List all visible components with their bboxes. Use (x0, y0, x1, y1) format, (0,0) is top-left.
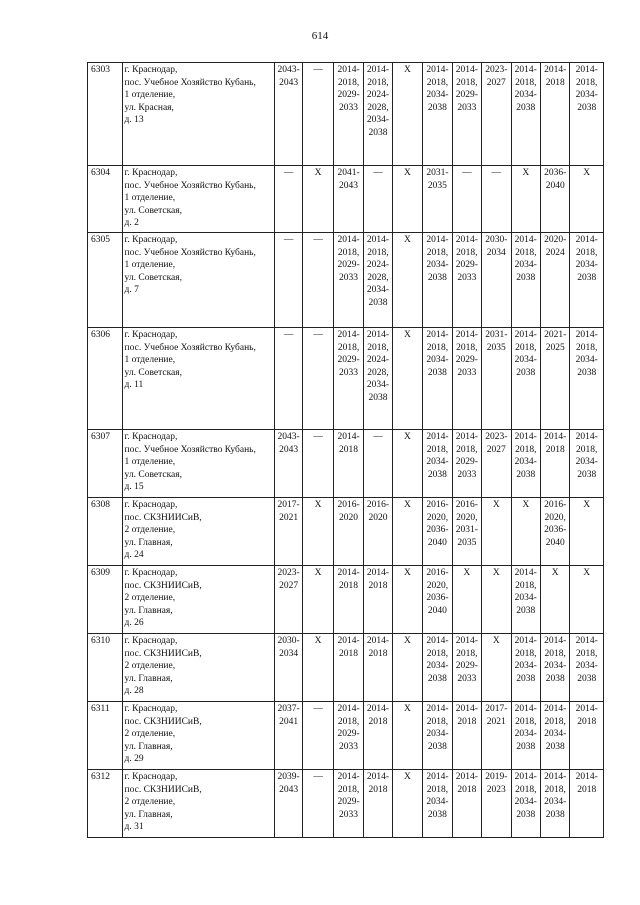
table-row (88, 430, 604, 498)
period-cell: 2014- 2018, 2034- 2038 (570, 430, 604, 498)
period-cell: — (303, 702, 333, 770)
period-cell: 2014- 2018, 2024- 2028, 2034- 2038 (364, 328, 392, 430)
table-row (88, 566, 604, 634)
period-cell: Х (392, 233, 422, 328)
period-cell: — (452, 166, 481, 233)
period-cell: 2017- 2021 (274, 498, 302, 566)
period-cell: 2014- 2018, 2034- 2038 (570, 233, 604, 328)
period-cell: 2014- 2018 (333, 566, 363, 634)
period-cell: 2016- 2020 (333, 498, 363, 566)
period-cell: Х (392, 498, 422, 566)
period-cell: 2016- 2020, 2036- 2040 (423, 498, 452, 566)
period-cell: 2014- 2018, 2029- 2033 (333, 233, 363, 328)
period-cell: 2014- 2018 (570, 770, 604, 838)
period-cell: 2014- 2018 (364, 770, 392, 838)
period-cell: — (274, 166, 302, 233)
period-cell: Х (392, 328, 422, 430)
period-cell: 2014- 2018, 2029- 2033 (452, 634, 481, 702)
period-cell: — (303, 233, 333, 328)
period-cell: 2016- 2020, 2036- 2040 (540, 498, 569, 566)
period-cell: 2037- 2041 (274, 702, 302, 770)
period-cell: Х (511, 498, 540, 566)
period-cell: 2030- 2034 (482, 233, 511, 328)
period-cell: Х (570, 566, 604, 634)
period-cell: 2014- 2018, 2034- 2038 (511, 770, 540, 838)
address-cell: г. Краснодар, пос. СКЗНИИСиВ, 2 отделение, ул. Главная, д. 29 (122, 702, 274, 770)
address-cell: г. Краснодар, пос. Учебное Хозяйство Кубань, 1 отделение, ул. Советская, д. 11 (122, 328, 274, 430)
period-cell: 2014- 2018, 2034- 2038 (511, 566, 540, 634)
period-cell: — (364, 430, 392, 498)
period-cell: 2041- 2043 (333, 166, 363, 233)
period-cell: 2016- 2020, 2031- 2035 (452, 498, 481, 566)
period-cell: 2014- 2018, 2034- 2038 (511, 233, 540, 328)
table-row (88, 166, 604, 233)
period-cell: 2014- 2018 (364, 702, 392, 770)
period-cell: 2020- 2024 (540, 233, 569, 328)
period-cell: Х (303, 498, 333, 566)
table-row (88, 702, 604, 770)
row-number: 6310 (88, 634, 123, 702)
table-row (88, 328, 604, 430)
period-cell: 2014- 2018, 2029- 2033 (452, 63, 481, 166)
period-cell: 2023- 2027 (274, 566, 302, 634)
period-cell: 2014- 2018, 2034- 2038 (511, 328, 540, 430)
period-cell: — (303, 63, 333, 166)
period-cell: 2014- 2018, 2029- 2033 (333, 702, 363, 770)
period-cell: 2014- 2018, 2034- 2038 (423, 634, 452, 702)
period-cell: — (274, 328, 302, 430)
period-cell: 2014- 2018 (452, 702, 481, 770)
row-number: 6304 (88, 166, 123, 233)
period-cell: 2031- 2035 (423, 166, 452, 233)
period-cell: Х (392, 63, 422, 166)
period-cell: Х (570, 166, 604, 233)
row-number: 6303 (88, 63, 123, 166)
period-cell: 2014- 2018, 2034- 2038 (570, 63, 604, 166)
table-row (88, 63, 604, 166)
period-cell: Х (482, 498, 511, 566)
period-cell: 2023- 2027 (482, 63, 511, 166)
period-cell: — (303, 328, 333, 430)
period-cell: — (274, 233, 302, 328)
row-number: 6306 (88, 328, 123, 430)
row-number: 6308 (88, 498, 123, 566)
period-cell: Х (392, 166, 422, 233)
period-cell: 2014- 2018, 2029- 2033 (452, 328, 481, 430)
period-cell: 2014- 2018, 2034- 2038 (570, 634, 604, 702)
period-cell: Х (303, 566, 333, 634)
table-row (88, 498, 604, 566)
period-cell: 2014- 2018 (333, 430, 363, 498)
period-cell: 2014- 2018, 2034- 2038 (511, 63, 540, 166)
period-cell: Х (392, 430, 422, 498)
table-body (88, 63, 604, 838)
period-cell: 2014- 2018, 2024- 2028, 2034- 2038 (364, 233, 392, 328)
period-cell: 2014- 2018, 2029- 2033 (333, 770, 363, 838)
address-cell: г. Краснодар, пос. СКЗНИИСиВ, 2 отделение, ул. Главная, д. 26 (122, 566, 274, 634)
period-cell: Х (392, 566, 422, 634)
period-cell: Х (452, 566, 481, 634)
period-cell: 2014- 2018, 2034- 2038 (540, 702, 569, 770)
period-cell: 2014- 2018, 2034- 2038 (423, 430, 452, 498)
period-cell: — (482, 166, 511, 233)
period-cell: Х (570, 498, 604, 566)
period-cell: 2014- 2018 (540, 63, 569, 166)
period-cell: 2014- 2018, 2029- 2033 (333, 328, 363, 430)
period-cell: 2016- 2020 (364, 498, 392, 566)
period-cell: — (303, 430, 333, 498)
period-cell: 2014- 2018, 2029- 2033 (333, 63, 363, 166)
period-cell: 2014- 2018, 2034- 2038 (540, 770, 569, 838)
period-cell: 2031- 2035 (482, 328, 511, 430)
period-cell: 2014- 2018, 2034- 2038 (511, 702, 540, 770)
period-cell: 2014- 2018, 2034- 2038 (540, 634, 569, 702)
page-number: 614 (311, 30, 329, 42)
period-cell: 2043- 2043 (274, 430, 302, 498)
row-number: 6307 (88, 430, 123, 498)
address-cell: г. Краснодар, пос. Учебное Хозяйство Кубань, 1 отделение, ул. Красная, д. 13 (122, 63, 274, 166)
period-cell: 2014- 2018, 2034- 2038 (423, 63, 452, 166)
period-cell: Х (392, 702, 422, 770)
period-cell: 2014- 2018, 2034- 2038 (423, 702, 452, 770)
period-cell: 2014- 2018, 2034- 2038 (511, 430, 540, 498)
period-cell: Х (392, 634, 422, 702)
period-cell: 2021- 2025 (540, 328, 569, 430)
table-row (88, 634, 604, 702)
period-cell: 2014- 2018, 2024- 2028, 2034- 2038 (364, 63, 392, 166)
period-cell: 2043- 2043 (274, 63, 302, 166)
period-cell: 2017- 2021 (482, 702, 511, 770)
period-cell: Х (511, 166, 540, 233)
schedule-table (87, 62, 604, 838)
address-cell: г. Краснодар, пос. СКЗНИИСиВ, 2 отделение, ул. Главная, д. 31 (122, 770, 274, 838)
address-cell: г. Краснодар, пос. Учебное Хозяйство Кубань, 1 отделение, ул. Советская, д. 15 (122, 430, 274, 498)
period-cell: Х (303, 166, 333, 233)
period-cell: Х (540, 566, 569, 634)
period-cell: 2039- 2043 (274, 770, 302, 838)
period-cell: 2014- 2018 (364, 634, 392, 702)
address-cell: г. Краснодар, пос. Учебное Хозяйство Кубань, 1 отделение, ул. Советская, д. 2 (122, 166, 274, 233)
period-cell: Х (303, 634, 333, 702)
period-cell: 2014- 2018 (540, 430, 569, 498)
period-cell: — (303, 770, 333, 838)
row-number: 6312 (88, 770, 123, 838)
period-cell: 2019- 2023 (482, 770, 511, 838)
period-cell: — (364, 166, 392, 233)
period-cell: 2030- 2034 (274, 634, 302, 702)
period-cell: 2014- 2018, 2034- 2038 (423, 328, 452, 430)
period-cell: Х (482, 566, 511, 634)
row-number: 6309 (88, 566, 123, 634)
table-row (88, 233, 604, 328)
period-cell: Х (482, 634, 511, 702)
table-row (88, 770, 604, 838)
address-cell: г. Краснодар, пос. Учебное Хозяйство Кубань, 1 отделение, ул. Советская, д. 7 (122, 233, 274, 328)
period-cell: 2014- 2018 (570, 702, 604, 770)
period-cell: 2014- 2018, 2034- 2038 (570, 328, 604, 430)
row-number: 6305 (88, 233, 123, 328)
period-cell: 2014- 2018 (333, 634, 363, 702)
address-cell: г. Краснодар, пос. СКЗНИИСиВ, 2 отделение, ул. Главная, д. 24 (122, 498, 274, 566)
period-cell: 2014- 2018, 2034- 2038 (511, 634, 540, 702)
period-cell: 2014- 2018, 2034- 2038 (423, 233, 452, 328)
period-cell: 2014- 2018, 2034- 2038 (423, 770, 452, 838)
period-cell: 2014- 2018, 2029- 2033 (452, 430, 481, 498)
period-cell: 2014- 2018 (452, 770, 481, 838)
period-cell: 2036- 2040 (540, 166, 569, 233)
period-cell: 2014- 2018, 2029- 2033 (452, 233, 481, 328)
period-cell: Х (392, 770, 422, 838)
period-cell: 2014- 2018 (364, 566, 392, 634)
period-cell: 2023- 2027 (482, 430, 511, 498)
address-cell: г. Краснодар, пос. СКЗНИИСиВ, 2 отделение, ул. Главная, д. 28 (122, 634, 274, 702)
period-cell: 2016- 2020, 2036- 2040 (423, 566, 452, 634)
row-number: 6311 (88, 702, 123, 770)
